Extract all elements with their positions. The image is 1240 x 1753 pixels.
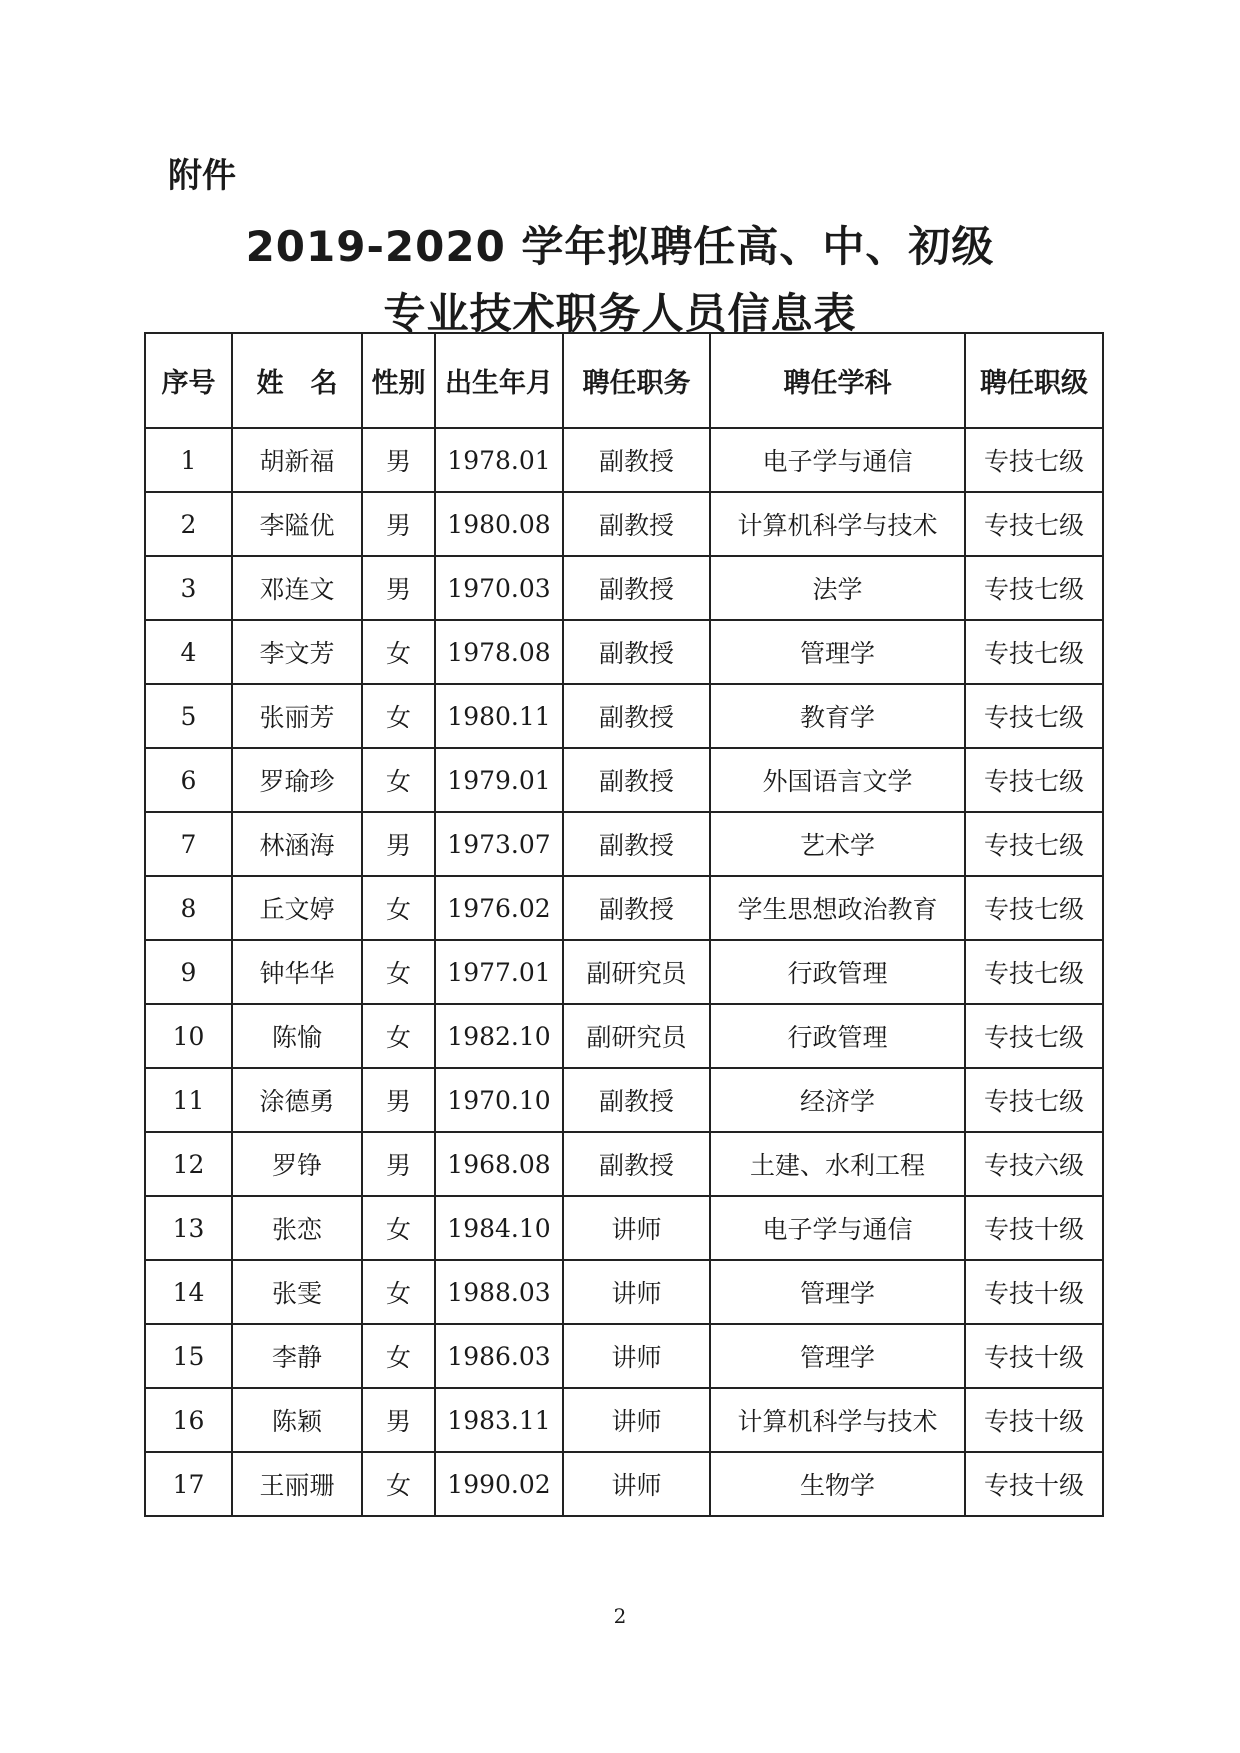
table-cell: 13 bbox=[145, 1196, 232, 1260]
page-number: 2 bbox=[613, 1604, 627, 1628]
table-cell: 副研究员 bbox=[563, 940, 710, 1004]
table-cell: 邓连文 bbox=[232, 556, 362, 620]
table-cell: 生物学 bbox=[710, 1452, 965, 1516]
table-cell: 17 bbox=[145, 1452, 232, 1516]
table-cell: 16 bbox=[145, 1388, 232, 1452]
table-cell: 管理学 bbox=[710, 620, 965, 684]
table-cell: 女 bbox=[362, 1260, 435, 1324]
table-cell: 1968.08 bbox=[435, 1132, 563, 1196]
table-cell: 陈颖 bbox=[232, 1388, 362, 1452]
table-cell: 专技六级 bbox=[965, 1132, 1103, 1196]
table-cell: 男 bbox=[362, 1388, 435, 1452]
table-cell: 讲师 bbox=[563, 1388, 710, 1452]
table-row bbox=[145, 1132, 1103, 1196]
table-cell: 男 bbox=[362, 492, 435, 556]
table-cell: 女 bbox=[362, 1324, 435, 1388]
table-cell: 1986.03 bbox=[435, 1324, 563, 1388]
table-cell: 副教授 bbox=[563, 492, 710, 556]
table-cell: 副教授 bbox=[563, 556, 710, 620]
table-cell: 专技七级 bbox=[965, 876, 1103, 940]
table-cell: 专技十级 bbox=[965, 1452, 1103, 1516]
table-cell: 副教授 bbox=[563, 684, 710, 748]
table-cell: 外国语言文学 bbox=[710, 748, 965, 812]
table-cell: 副教授 bbox=[563, 876, 710, 940]
table-cell: 专技十级 bbox=[965, 1388, 1103, 1452]
table-cell: 计算机科学与技术 bbox=[710, 492, 965, 556]
table-cell: 法学 bbox=[710, 556, 965, 620]
table-row bbox=[145, 1068, 1103, 1132]
table-cell: 男 bbox=[362, 428, 435, 492]
table-row bbox=[145, 428, 1103, 492]
table-row bbox=[145, 1196, 1103, 1260]
table-row bbox=[145, 940, 1103, 1004]
table-cell: 土建、水利工程 bbox=[710, 1132, 965, 1196]
table-row bbox=[145, 620, 1103, 684]
table-cell: 男 bbox=[362, 1132, 435, 1196]
table-cell: 艺术学 bbox=[710, 812, 965, 876]
table-cell: 涂德勇 bbox=[232, 1068, 362, 1132]
personnel-table bbox=[144, 332, 1102, 1517]
table-cell: 副研究员 bbox=[563, 1004, 710, 1068]
table-cell: 女 bbox=[362, 1196, 435, 1260]
table-cell: 王丽珊 bbox=[232, 1452, 362, 1516]
table-cell: 张雯 bbox=[232, 1260, 362, 1324]
table-cell: 专技十级 bbox=[965, 1324, 1103, 1388]
table-cell: 张恋 bbox=[232, 1196, 362, 1260]
table-cell: 丘文婷 bbox=[232, 876, 362, 940]
table-row bbox=[145, 876, 1103, 940]
table-row bbox=[145, 1388, 1103, 1452]
table-cell: 专技七级 bbox=[965, 684, 1103, 748]
table-row bbox=[145, 556, 1103, 620]
table-cell: 1977.01 bbox=[435, 940, 563, 1004]
table-cell: 讲师 bbox=[563, 1324, 710, 1388]
table-cell: 2 bbox=[145, 492, 232, 556]
table-row bbox=[145, 684, 1103, 748]
table-cell: 罗铮 bbox=[232, 1132, 362, 1196]
document-title-line1: 2019-2020 学年拟聘任高、中、初级 bbox=[245, 222, 995, 271]
table-cell: 1980.08 bbox=[435, 492, 563, 556]
table-cell: 1978.08 bbox=[435, 620, 563, 684]
table-cell: 专技七级 bbox=[965, 812, 1103, 876]
table-cell: 副教授 bbox=[563, 748, 710, 812]
table-cell: 林涵海 bbox=[232, 812, 362, 876]
attachment-label: 附件 bbox=[168, 156, 236, 196]
table-cell: 专技七级 bbox=[965, 1004, 1103, 1068]
table-cell: 3 bbox=[145, 556, 232, 620]
table-cell: 女 bbox=[362, 876, 435, 940]
table-cell: 经济学 bbox=[710, 1068, 965, 1132]
table-cell: 计算机科学与技术 bbox=[710, 1388, 965, 1452]
table-row bbox=[145, 1004, 1103, 1068]
table-cell: 专技十级 bbox=[965, 1260, 1103, 1324]
table-cell: 李文芳 bbox=[232, 620, 362, 684]
table-cell: 6 bbox=[145, 748, 232, 812]
table-cell: 教育学 bbox=[710, 684, 965, 748]
table-cell: 1973.07 bbox=[435, 812, 563, 876]
table-cell: 男 bbox=[362, 812, 435, 876]
column-header: 姓 名 bbox=[232, 333, 362, 428]
table-row bbox=[145, 748, 1103, 812]
table-cell: 9 bbox=[145, 940, 232, 1004]
table-cell: 1970.03 bbox=[435, 556, 563, 620]
table-cell: 罗瑜珍 bbox=[232, 748, 362, 812]
table-cell: 男 bbox=[362, 556, 435, 620]
table-row bbox=[145, 812, 1103, 876]
table-cell: 讲师 bbox=[563, 1260, 710, 1324]
table-cell: 5 bbox=[145, 684, 232, 748]
table-cell: 副教授 bbox=[563, 1068, 710, 1132]
table-cell: 陈愉 bbox=[232, 1004, 362, 1068]
table-cell: 钟华华 bbox=[232, 940, 362, 1004]
table-cell: 管理学 bbox=[710, 1260, 965, 1324]
table-cell: 1980.11 bbox=[435, 684, 563, 748]
table-cell: 1983.11 bbox=[435, 1388, 563, 1452]
table-cell: 7 bbox=[145, 812, 232, 876]
table-cell: 男 bbox=[362, 1068, 435, 1132]
table-cell: 行政管理 bbox=[710, 1004, 965, 1068]
table-cell: 李隘优 bbox=[232, 492, 362, 556]
table-cell: 15 bbox=[145, 1324, 232, 1388]
table-cell: 1976.02 bbox=[435, 876, 563, 940]
table-cell: 1988.03 bbox=[435, 1260, 563, 1324]
table-cell: 副教授 bbox=[563, 428, 710, 492]
table-cell: 12 bbox=[145, 1132, 232, 1196]
table-header-row bbox=[145, 333, 1103, 428]
table-row bbox=[145, 1452, 1103, 1516]
table-cell: 学生思想政治教育 bbox=[710, 876, 965, 940]
table-cell: 1982.10 bbox=[435, 1004, 563, 1068]
table-cell: 1979.01 bbox=[435, 748, 563, 812]
table-cell: 10 bbox=[145, 1004, 232, 1068]
table-cell: 专技七级 bbox=[965, 940, 1103, 1004]
table-cell: 专技七级 bbox=[965, 1068, 1103, 1132]
table-cell: 讲师 bbox=[563, 1196, 710, 1260]
table-cell: 专技七级 bbox=[965, 620, 1103, 684]
table-cell: 专技七级 bbox=[965, 556, 1103, 620]
table-cell: 专技七级 bbox=[965, 748, 1103, 812]
column-header: 聘任职务 bbox=[563, 333, 710, 428]
column-header: 聘任职级 bbox=[965, 333, 1103, 428]
table-cell: 专技七级 bbox=[965, 428, 1103, 492]
document-title-line2: 专业技术职务人员信息表 bbox=[383, 289, 857, 338]
table-cell: 电子学与通信 bbox=[710, 428, 965, 492]
table-cell: 11 bbox=[145, 1068, 232, 1132]
table-row bbox=[145, 1324, 1103, 1388]
table-cell: 8 bbox=[145, 876, 232, 940]
column-header: 序号 bbox=[145, 333, 232, 428]
table-cell: 女 bbox=[362, 1452, 435, 1516]
table-cell: 副教授 bbox=[563, 1132, 710, 1196]
table-cell: 李静 bbox=[232, 1324, 362, 1388]
table-row bbox=[145, 1260, 1103, 1324]
table-cell: 女 bbox=[362, 940, 435, 1004]
table-cell: 副教授 bbox=[563, 812, 710, 876]
table-cell: 1984.10 bbox=[435, 1196, 563, 1260]
table-cell: 专技十级 bbox=[965, 1196, 1103, 1260]
table-cell: 女 bbox=[362, 684, 435, 748]
column-header: 性别 bbox=[362, 333, 435, 428]
column-header: 聘任学科 bbox=[710, 333, 965, 428]
table-cell: 讲师 bbox=[563, 1452, 710, 1516]
column-header: 出生年月 bbox=[435, 333, 563, 428]
table-cell: 行政管理 bbox=[710, 940, 965, 1004]
table-body bbox=[145, 428, 1103, 1516]
table-row bbox=[145, 492, 1103, 556]
table-cell: 1970.10 bbox=[435, 1068, 563, 1132]
table-cell: 电子学与通信 bbox=[710, 1196, 965, 1260]
table-cell: 14 bbox=[145, 1260, 232, 1324]
table-cell: 1978.01 bbox=[435, 428, 563, 492]
table-cell: 专技七级 bbox=[965, 492, 1103, 556]
table-cell: 1 bbox=[145, 428, 232, 492]
table-cell: 管理学 bbox=[710, 1324, 965, 1388]
table-cell: 张丽芳 bbox=[232, 684, 362, 748]
table-cell: 女 bbox=[362, 620, 435, 684]
table-cell: 副教授 bbox=[563, 620, 710, 684]
table-cell: 女 bbox=[362, 1004, 435, 1068]
table-cell: 4 bbox=[145, 620, 232, 684]
table-cell: 胡新福 bbox=[232, 428, 362, 492]
table-cell: 女 bbox=[362, 748, 435, 812]
table-cell: 1990.02 bbox=[435, 1452, 563, 1516]
